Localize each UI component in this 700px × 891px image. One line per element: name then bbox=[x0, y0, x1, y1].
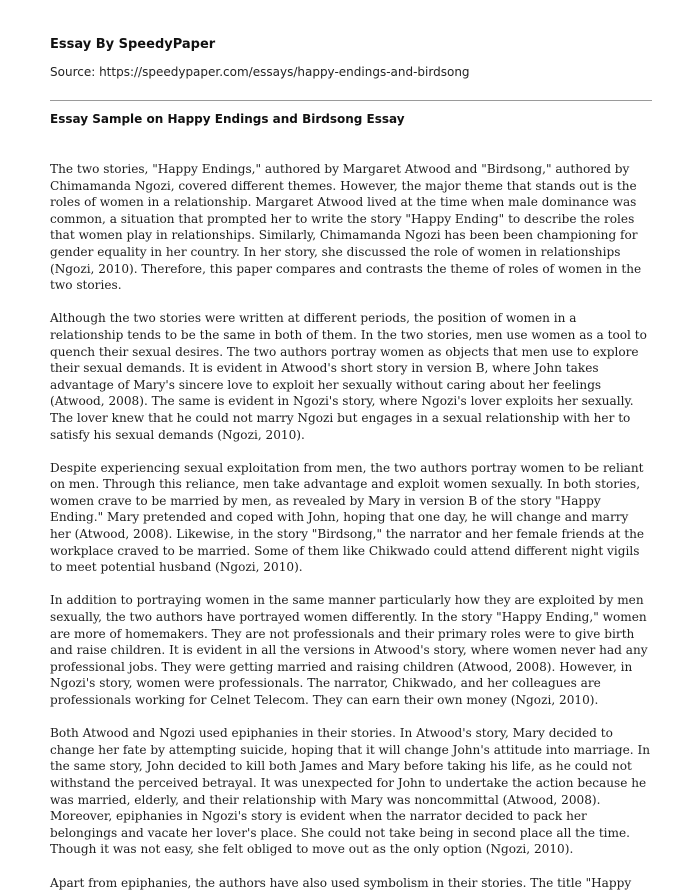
essay-paragraph-1: The two stories, "Happy Endings," authored by Margaret Atwood and "Birdsong," authored by Chimamanda Ngozi, covered different themes. However, the major theme that stands out is the roles of women in a relationship. Margaret Atwood lived at the time when male dominance was common, a situation that prompted her to write the story "Happy Ending" to describe the roles that women play in relationships. Similarly, Chimamanda Ngozi has been been championing for gender equality in her country. In her story, she discussed the role of women in relationships (Ngozi, 2010). Therefore, this paper compares and contrasts the theme of roles of women in the two stories. bbox=[50, 162, 642, 293]
essay-paragraph-5: Both Atwood and Ngozi used epiphanies in their stories. In Atwood's story, Mary decided to change her fate by attempting suicide, hoping that it will change John's attitude into marriage. In the same story, John decided to kill both James and Mary before taking his life, as he could not withstand the perceived betrayal. It was unexpected for John to undertake the action because he was married, elderly, and their relationship with Mary was noncommittal (Atwood, 2008). Moreover, epiphanies in Ngozi's story is evident when the narrator decided to pack her belongings and vacate her lover's place. She could not take being in second place all the time. Though it was not easy, she felt obliged to move out as the only option (Ngozi, 2010). bbox=[50, 726, 651, 857]
header-divider bbox=[50, 100, 652, 101]
essay-paragraph-3: Despite experiencing sexual exploitation from men, the two authors portray women to be reliant on men. Through this reliance, men take advantage and exploit women sexually. In both stories, women crave to be married by men, as revealed by Mary in version B of the story "Happy Ending." Mary pretended and coped with John, hoping that one day, he will change and marry her (Atwood, 2008). Likewise, in the story "Birdsong," the narrator and her female friends at the workplace craved to be married. Some of them like Chikwado could attend different night vigils to meet potential husband (Ngozi, 2010). bbox=[50, 460, 645, 575]
source-line: Source: https://speedypaper.com/essays/happy-endings-and-birdsong bbox=[50, 65, 470, 79]
essay-paragraph-2: Although the two stories were written at different periods, the position of women in a relationship tends to be the same in both of them. In the two stories, men use women as a tool to quench their sexual desires. The two authors portray women as objects that men use to explore their sexual demands. It is evident in Atwood's short story in version B, where John takes advantage of Mary's sincere love to exploit her sexually without caring about her feelings (Atwood, 2008). The same is evident in Ngozi's story, where Ngozi's lover exploits her sexually. The lover knew that he could not marry Ngozi but engages in a sexual relationship with her to satisfy his sexual demands (Ngozi, 2010). bbox=[50, 311, 647, 442]
essay-paragraph-4: In addition to portraying women in the same manner particularly how they are exploited by men sexually, the two authors have portrayed women differently. In the story "Happy Ending," women are more of homemakers. They are not professionals and their primary roles were to give birth and raise children. It is evident in all the versions in Atwood's story, where women never had any professional jobs. They were getting married and raising children (Atwood, 2008). However, in Ngozi's story, women were professionals. The narrator, Chikwado, and her colleagues are professionals working for Celnet Telecom. They can earn their own money (Ngozi, 2010). bbox=[50, 593, 648, 707]
essay-paragraph-6: Apart from epiphanies, the authors have also used symbolism in their stories. The title "Happy bbox=[50, 875, 632, 890]
document-page bbox=[50, 36, 652, 890]
site-title: Essay By SpeedyPaper bbox=[50, 37, 216, 52]
essay-title: Essay Sample on Happy Endings and Birdsong Essay bbox=[50, 112, 405, 126]
essay-body bbox=[50, 161, 652, 891]
